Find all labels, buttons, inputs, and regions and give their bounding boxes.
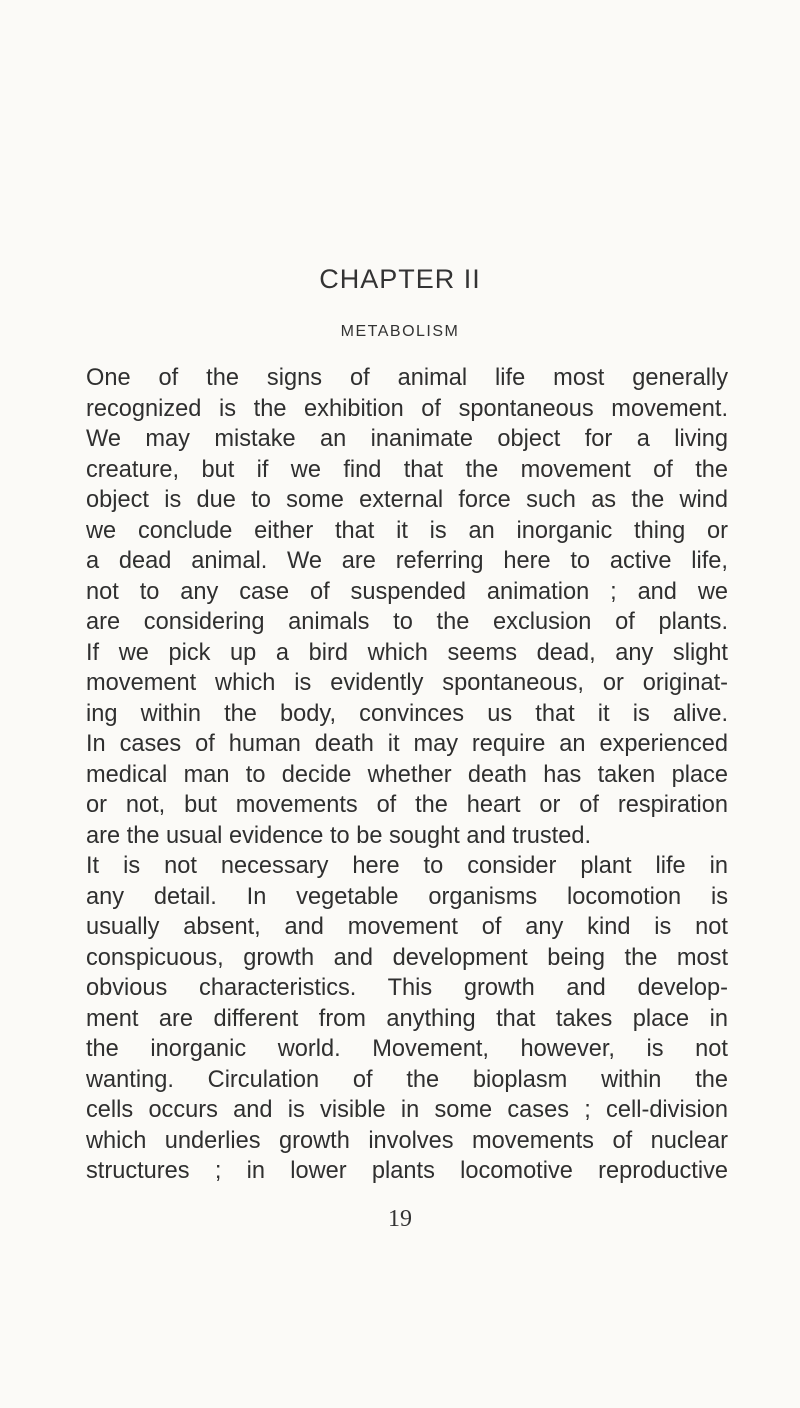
body-text xyxy=(86,363,728,1187)
text-line: creature, but if we find that the movement of the xyxy=(86,456,728,483)
text-line: the inorganic world. Movement, however, is not xyxy=(86,1036,728,1062)
text-line: we conclude either that it is an inorganic thing or xyxy=(86,517,728,544)
text-line: recognized is the exhibition of spontaneous movement. xyxy=(86,395,728,422)
text-line: are the usual evidence to be sought and trusted. xyxy=(86,822,591,849)
text-line: which underlies growth involves movements of nuclear xyxy=(86,1127,728,1154)
text-line: One of the signs of animal life most generally xyxy=(86,365,728,391)
text-line: conspicuous, growth and development being the most xyxy=(86,944,728,971)
text-line: usually absent, and movement of any kind is not xyxy=(86,914,728,940)
text-line: a dead animal. We are referring here to active life, xyxy=(86,548,728,574)
text-line: not to any case of suspended animation ; and we xyxy=(86,578,728,605)
text-line: any detail. In vegetable organisms locomotion is xyxy=(86,883,728,910)
text-line: are considering animals to the exclusion of plants. xyxy=(86,609,728,635)
text-line: object is due to some external force such as the wind xyxy=(86,487,728,513)
text-line: If we pick up a bird which seems dead, any slight xyxy=(86,639,728,666)
text-line: or not, but movements of the heart or of respiration xyxy=(86,792,728,818)
section-title: METABOLISM xyxy=(340,323,460,340)
text-line: obvious characteristics. This growth and develop- xyxy=(86,975,728,1001)
text-line: ment are different from anything that takes place in xyxy=(86,1005,728,1032)
chapter-title: CHAPTER II xyxy=(319,264,481,294)
text-line: wanting. Circulation of the bioplasm within the xyxy=(86,1066,728,1093)
text-line: In cases of human death it may require an experienced xyxy=(86,731,728,757)
page-number: 19 xyxy=(388,1206,412,1232)
text-line: movement which is evidently spontaneous, or originat- xyxy=(86,670,728,696)
text-line: ing within the body, convinces us that it is alive. xyxy=(86,700,728,727)
text-line: medical man to decide whether death has taken place xyxy=(86,761,728,788)
text-line: structures ; in lower plants locomotive reproductive xyxy=(86,1158,728,1184)
text-line: We may mistake an inanimate object for a living xyxy=(86,426,728,452)
text-line: cells occurs and is visible in some cases ; cell-division xyxy=(86,1097,728,1123)
text-line: It is not necessary here to consider plant life in xyxy=(86,853,728,879)
